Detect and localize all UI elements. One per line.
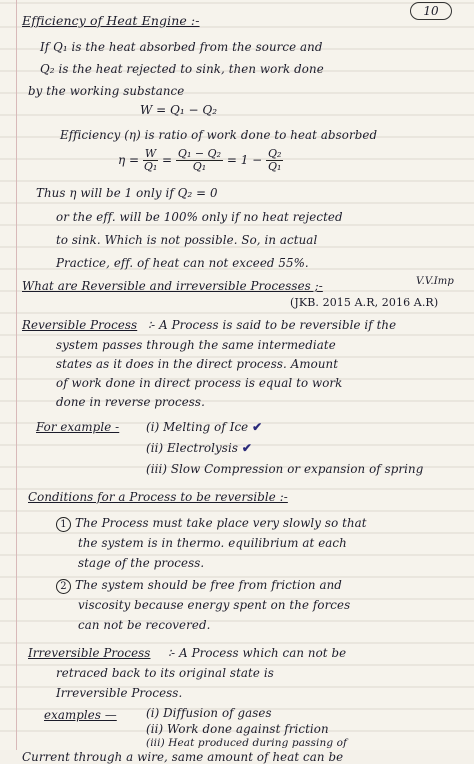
condition-1-line2: the system is in thermo. equilibrium at each — [78, 536, 347, 550]
condition-1-line3: stage of the process. — [78, 556, 205, 570]
irreversible-heading: Irreversible Process — [28, 646, 151, 660]
equation-efficiency: η = $\frac{W}{\text{Q₁}}$ = $\frac{\text{Q₁ − Q₂}}{\text{Q₁}}$ = 1 − $\frac{\text{Q₂}}{\text{Q₁}}$ — [118, 147, 282, 173]
reversible-text-line3: states as it does in the direct process. Amount — [56, 357, 339, 371]
irreversible-text-line1: ∶- A Process which can not be — [168, 646, 347, 660]
reversible-text-line5: done in reverse process. — [56, 395, 205, 409]
para1-line2: Q₂ is the heat rejected to sink, then work done — [40, 62, 324, 76]
equation-work: W = Q₁ − Q₂ — [140, 103, 217, 117]
reversible-text-line4: of work done in direct process is equal to work — [56, 376, 343, 390]
condition-1-line1: 1 The Process must take place very slowly so that — [56, 516, 367, 532]
jkb-note: (JKB. 2015 A.R, 2016 A.R) — [290, 296, 439, 309]
para1-line3: by the working substance — [28, 84, 185, 98]
rev-example-3: (iii) Slow Compression or expansion of spring — [146, 462, 424, 476]
conditions-heading: Conditions for a Process to be reversible :- — [28, 490, 288, 504]
rev-example-1: (i) Melting of Ice ✔ — [146, 420, 263, 434]
examples-label: examples — — [44, 708, 117, 722]
page-number: 10 — [410, 2, 452, 20]
reversible-text-line1: ∶- A Process is said to be reversible if the — [148, 318, 397, 332]
check-icon: ✔ — [241, 441, 252, 455]
para2-line1: or the eff. will be 100% only if no heat rejected — [56, 210, 343, 224]
irreversible-text-line3: Irreversible Process. — [56, 686, 183, 700]
for-example-label: For example - — [36, 420, 120, 434]
last-line: Current through a wire, same amount of heat can be — [22, 750, 344, 764]
para1-line1: If Q₁ is the heat absorbed from the source and — [40, 40, 323, 54]
irrev-example-3: (iii) Heat produced during passing of — [146, 737, 348, 749]
fraction-q2-over-q1: $\frac{\text{Q₂}}{\text{Q₁}}$ — [268, 147, 282, 173]
thus-line: Thus η will be 1 only if Q₂ = 0 — [36, 186, 218, 200]
fraction-w-over-q1: $\frac{W}{\text{Q₁}}$ — [143, 147, 158, 173]
para2-line2: to sink. Which is not possible. So, in actual — [56, 233, 318, 247]
reversible-heading: Reversible Process — [22, 318, 138, 332]
rev-example-2: (ii) Electrolysis ✔ — [146, 441, 252, 455]
irreversible-text-line2: retraced back to its original state is — [56, 666, 274, 680]
vv-imp-note: V.V.Imp — [416, 276, 454, 287]
irrev-example-2: (ii) Work done against friction — [146, 722, 329, 736]
irrev-example-1: (i) Diffusion of gases — [146, 706, 272, 720]
heading-rev-irrev: What are Reversible and irreversible Processes ;- — [22, 279, 323, 293]
reversible-text-line2: system passes through the same intermediate — [56, 338, 336, 352]
efficiency-definition: Efficiency (η) is ratio of work done to heat absorbed — [60, 128, 378, 142]
check-icon: ✔ — [252, 420, 263, 434]
circle-number: 2 — [56, 579, 71, 594]
fraction-q1-minus-q2: $\frac{\text{Q₁ − Q₂}}{\text{Q₁}}$ — [177, 147, 221, 173]
condition-2-line2: viscosity because energy spent on the forces — [78, 598, 351, 612]
condition-2-line1: 2 The system should be free from friction and — [56, 578, 342, 594]
condition-2-line3: can not be recovered. — [78, 618, 211, 632]
heading-efficiency: Efficiency of Heat Engine :- — [22, 13, 200, 28]
circle-number: 1 — [56, 517, 71, 532]
para2-line3: Practice, eff. of heat can not exceed 55%. — [56, 256, 309, 270]
margin-line — [16, 0, 17, 750]
